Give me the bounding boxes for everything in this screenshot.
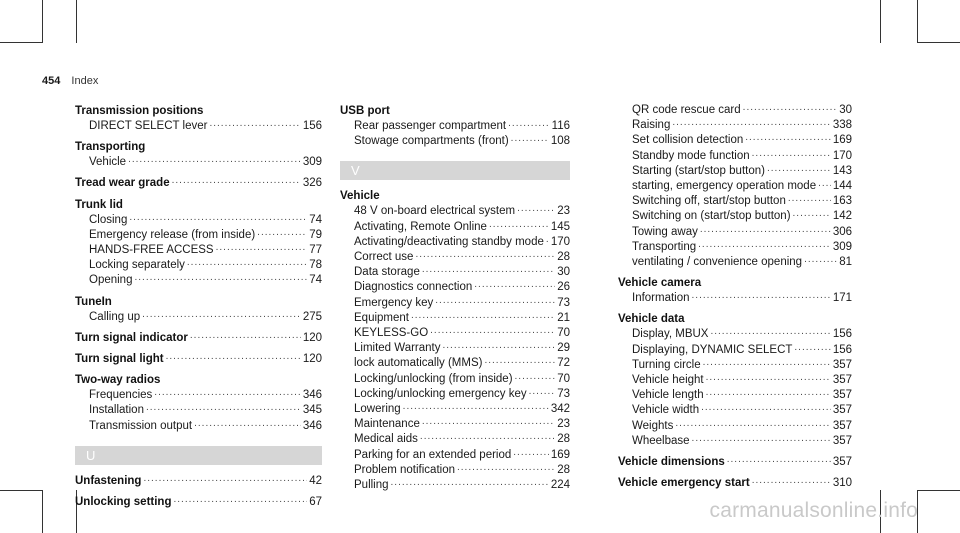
index-column-3 xyxy=(618,103,852,496)
index-entry-row[interactable] xyxy=(618,454,852,470)
index-subentry[interactable] xyxy=(618,209,852,224)
page-ref[interactable]: 108 xyxy=(550,135,570,148)
subentry-label: Problem notification xyxy=(354,463,455,476)
crop-mark xyxy=(0,42,43,43)
subentry-label: Vehicle xyxy=(89,156,127,169)
entry-term: Vehicle data xyxy=(618,313,685,326)
page-ref[interactable]: 224 xyxy=(550,479,570,492)
dot-leader xyxy=(474,280,555,290)
dot-leader xyxy=(415,250,555,260)
page-ref[interactable]: 156 xyxy=(832,343,852,356)
page-ref[interactable]: 42 xyxy=(309,474,322,487)
page-ref[interactable]: 23 xyxy=(557,418,570,431)
index-entry-row[interactable] xyxy=(618,475,852,491)
page-ref[interactable]: 309 xyxy=(302,156,322,169)
subentry-label: Pulling xyxy=(354,479,389,492)
dot-leader xyxy=(420,432,555,442)
dot-leader xyxy=(172,176,301,186)
page-ref[interactable]: 309 xyxy=(832,240,852,253)
dot-leader xyxy=(767,164,831,174)
index-subentry[interactable] xyxy=(340,326,570,341)
dot-leader xyxy=(701,403,831,413)
subentry-label: Set collision detection xyxy=(632,134,744,147)
page-ref[interactable]: 120 xyxy=(302,331,322,344)
page-ref[interactable]: 169 xyxy=(550,448,570,461)
index-subentry[interactable] xyxy=(618,149,852,164)
subentry-label: Information xyxy=(632,292,690,305)
subentry-label: Correct use xyxy=(354,251,414,264)
index-subentry[interactable] xyxy=(75,258,322,273)
subentry-label: HANDS-FREE ACCESS xyxy=(89,244,214,257)
dot-leader xyxy=(422,265,555,275)
page-ref[interactable]: 30 xyxy=(839,104,852,116)
index-subentry[interactable] xyxy=(75,213,322,228)
crop-mark xyxy=(76,0,77,43)
page-ref[interactable]: 77 xyxy=(309,244,322,257)
index-entry-row[interactable] xyxy=(75,175,322,191)
dot-leader xyxy=(546,235,549,245)
dot-leader xyxy=(422,417,555,427)
subentry-label: Turning circle xyxy=(632,358,701,371)
dot-leader xyxy=(154,388,301,398)
dot-leader xyxy=(698,240,831,250)
subentry-label: Diagnostics connection xyxy=(354,281,473,294)
subentry-label: Parking for an extended period xyxy=(354,448,512,461)
dot-leader xyxy=(187,258,307,268)
index-entry xyxy=(340,103,570,149)
page-ref[interactable]: 142 xyxy=(832,210,852,223)
entry-term: Unfastening xyxy=(75,474,142,487)
page-ref[interactable]: 73 xyxy=(557,296,570,309)
crop-mark xyxy=(0,490,43,491)
entry-term: Vehicle emergency start xyxy=(618,477,750,490)
index-column-2 xyxy=(340,103,570,498)
entry-term: Vehicle dimensions xyxy=(618,456,725,469)
watermark: carmanualsonline.info xyxy=(709,499,918,522)
dot-leader xyxy=(489,220,549,230)
letter-heading: V xyxy=(340,161,570,180)
index-subentry[interactable] xyxy=(340,402,570,417)
page-ref[interactable]: 26 xyxy=(557,281,570,294)
entry-term: TuneIn xyxy=(75,295,112,308)
dot-leader xyxy=(128,155,301,165)
index-subentry[interactable] xyxy=(340,417,570,432)
index-column-1 xyxy=(75,103,322,515)
page-ref[interactable]: 28 xyxy=(557,433,570,446)
dot-leader xyxy=(700,225,831,235)
page-ref[interactable]: 70 xyxy=(557,327,570,340)
page-ref[interactable]: 81 xyxy=(839,256,852,269)
subentry-label: Stowage compartments (front) xyxy=(354,135,509,148)
subentry-label: Activating/deactivating standby mode xyxy=(354,235,544,248)
subentry-label: Vehicle length xyxy=(632,389,704,402)
dot-leader xyxy=(443,341,556,351)
index-subentry[interactable] xyxy=(618,327,852,342)
subentry-label: Wheelbase xyxy=(632,434,690,447)
subentry-label: lock automatically (MMS) xyxy=(354,357,483,370)
subentry-label: Installation xyxy=(89,404,144,417)
dot-leader xyxy=(142,310,301,320)
dot-leader xyxy=(190,331,301,341)
page-ref[interactable]: 345 xyxy=(302,404,322,417)
page-ref[interactable]: 357 xyxy=(832,456,852,469)
dot-leader xyxy=(166,352,301,362)
dot-leader xyxy=(216,243,308,253)
dot-leader xyxy=(752,149,831,159)
index-entry xyxy=(75,197,322,289)
dot-leader xyxy=(793,209,831,219)
subentry-label: Maintenance xyxy=(354,418,420,431)
dot-leader xyxy=(517,204,555,214)
index-subentry[interactable] xyxy=(340,280,570,295)
index-entry-row[interactable] xyxy=(75,351,322,367)
index-subentry[interactable] xyxy=(618,179,852,194)
index-subentry[interactable] xyxy=(340,387,570,402)
subentry-label: starting, emergency operation mode xyxy=(632,180,817,193)
dot-leader xyxy=(209,119,300,129)
page-ref[interactable]: 310 xyxy=(832,477,852,490)
index-subentry[interactable] xyxy=(75,403,322,418)
dot-leader xyxy=(745,133,831,143)
page-ref[interactable]: 169 xyxy=(832,134,852,147)
entry-term: Vehicle xyxy=(340,190,380,203)
dot-leader xyxy=(411,311,555,321)
index-subentry[interactable] xyxy=(75,243,322,258)
index-subentry[interactable] xyxy=(340,296,570,311)
page-ref[interactable]: 116 xyxy=(551,120,570,132)
subentry-label: Calling up xyxy=(89,310,141,323)
crop-mark xyxy=(917,42,960,43)
dot-leader xyxy=(457,463,555,473)
dot-leader xyxy=(706,388,831,398)
index-subentry[interactable] xyxy=(340,250,570,265)
page-ref[interactable]: 306 xyxy=(832,225,852,238)
index-subentry[interactable] xyxy=(340,220,570,235)
subentry-label: DIRECT SELECT lever xyxy=(89,120,208,132)
subentry-label: Weights xyxy=(632,419,674,432)
dot-leader xyxy=(435,296,555,306)
dot-leader xyxy=(692,434,831,444)
dot-leader xyxy=(173,495,307,505)
page-ref[interactable]: 73 xyxy=(557,387,570,400)
dot-leader xyxy=(391,478,549,488)
subentry-label: Emergency key xyxy=(354,296,434,309)
index-subentry[interactable] xyxy=(75,388,322,403)
page-ref[interactable]: 70 xyxy=(557,372,570,385)
subentry-label: Switching off, start/stop button xyxy=(632,195,786,208)
index-subentry[interactable] xyxy=(618,240,852,255)
dot-leader xyxy=(804,255,837,265)
subentry-label: Emergency release (from inside) xyxy=(89,228,256,241)
index-entry xyxy=(618,475,852,491)
page-ref[interactable]: 143 xyxy=(832,164,852,177)
index-entry-row[interactable] xyxy=(75,494,322,510)
index-subentry[interactable] xyxy=(618,133,852,148)
entry-term: Vehicle camera xyxy=(618,277,702,290)
index-entry xyxy=(75,103,322,134)
page-ref[interactable]: 156 xyxy=(832,328,852,341)
subentry-label: Rear passenger compartment xyxy=(354,120,507,132)
dot-leader xyxy=(727,455,831,465)
index-entry xyxy=(618,275,852,306)
index-subentry[interactable] xyxy=(340,204,570,219)
entry-term: Trunk lid xyxy=(75,198,123,211)
subentry-label: Standby mode function xyxy=(632,149,750,162)
index-subentry[interactable] xyxy=(618,343,852,358)
index-entry xyxy=(75,351,322,367)
index-entry-row[interactable] xyxy=(75,330,322,346)
subentry-label: QR code rescue card xyxy=(632,104,741,116)
entry-term: Turn signal light xyxy=(75,353,164,366)
dot-leader xyxy=(743,103,838,113)
page-ref[interactable]: 346 xyxy=(302,419,322,432)
index-subentry[interactable] xyxy=(340,356,570,371)
subentry-label: Transmission output xyxy=(89,419,193,432)
dot-leader xyxy=(508,119,550,129)
index-subentry[interactable] xyxy=(340,372,570,387)
letter-heading: U xyxy=(75,446,322,465)
section-title: Index xyxy=(71,75,99,87)
index-subentry[interactable] xyxy=(618,225,852,240)
subentry-label: Starting (start/stop button) xyxy=(632,164,765,177)
index-subentry[interactable] xyxy=(340,119,570,134)
page-ref[interactable]: 120 xyxy=(302,353,322,366)
subentry-label: Frequencies xyxy=(89,389,153,402)
subentry-label: Lowering xyxy=(354,403,401,416)
index-entry xyxy=(340,188,570,493)
page-header xyxy=(42,75,98,87)
subentry-label: Towing away xyxy=(632,225,698,238)
crop-mark xyxy=(42,490,43,533)
page-ref[interactable]: 28 xyxy=(557,251,570,264)
subentry-label: Limited Warranty xyxy=(354,342,441,355)
entry-term: Transmission positions xyxy=(75,105,204,117)
dot-leader xyxy=(513,448,549,458)
index-subentry[interactable] xyxy=(618,194,852,209)
page-ref[interactable]: 357 xyxy=(832,374,852,387)
index-entry xyxy=(618,454,852,470)
index-subentry[interactable] xyxy=(618,164,852,179)
dot-leader xyxy=(706,373,831,383)
page-ref[interactable]: 72 xyxy=(557,357,570,370)
page-ref[interactable]: 78 xyxy=(309,259,322,272)
dot-leader xyxy=(143,474,307,484)
index-subentry[interactable] xyxy=(618,291,852,306)
crop-mark xyxy=(880,0,881,43)
page-ref[interactable]: 156 xyxy=(302,120,322,132)
page-ref[interactable]: 171 xyxy=(832,292,852,305)
index-subentry[interactable] xyxy=(75,155,322,170)
page-ref[interactable]: 144 xyxy=(832,180,852,193)
index-subentry[interactable] xyxy=(618,403,852,418)
subentry-label: KEYLESS-GO xyxy=(354,327,429,340)
index-subentry[interactable] xyxy=(618,358,852,373)
index-subentry[interactable] xyxy=(618,373,852,388)
dot-leader xyxy=(710,327,830,337)
page-ref[interactable]: 346 xyxy=(302,389,322,402)
subentry-label: Equipment xyxy=(354,311,409,324)
index-entry xyxy=(618,311,852,449)
subentry-label: Displaying, DYNAMIC SELECT xyxy=(632,343,793,356)
index-entry xyxy=(75,372,322,434)
index-subentry[interactable] xyxy=(75,419,322,434)
index-subentry[interactable] xyxy=(618,434,852,449)
dot-leader xyxy=(692,291,831,301)
index-subentry[interactable] xyxy=(618,255,852,270)
subentry-label: 48 V on-board electrical system xyxy=(354,205,516,218)
dot-leader xyxy=(788,194,831,204)
index-subentry[interactable] xyxy=(340,478,570,493)
subentry-label: Locking/unlocking (from inside) xyxy=(354,372,513,385)
index-subentry[interactable] xyxy=(75,119,322,134)
crop-mark xyxy=(917,490,960,491)
subentry-label: Transporting xyxy=(632,240,697,253)
page-ref[interactable]: 145 xyxy=(550,220,570,233)
subentry-label: Raising xyxy=(632,119,671,132)
index-subentry[interactable] xyxy=(75,310,322,325)
entry-term: USB port xyxy=(340,105,390,117)
entry-term: Transporting xyxy=(75,141,146,154)
page-ref[interactable]: 326 xyxy=(302,177,322,190)
index-subentry[interactable] xyxy=(618,118,852,133)
index-subentry[interactable] xyxy=(75,228,322,243)
entry-term: Unlocking setting xyxy=(75,496,172,509)
subentry-label: Vehicle height xyxy=(632,374,704,387)
index-entry xyxy=(75,494,322,510)
crop-mark xyxy=(917,0,918,43)
subentry-label: Data storage xyxy=(354,266,420,279)
subentry-label: Opening xyxy=(89,274,133,287)
index-entry-row[interactable] xyxy=(75,473,322,489)
dot-leader xyxy=(529,387,556,397)
subentry-label: Locking/unlocking emergency key xyxy=(354,387,527,400)
index-subentry[interactable] xyxy=(618,103,852,118)
page-ref[interactable]: 342 xyxy=(550,403,570,416)
subentry-label: Activating, Remote Online xyxy=(354,220,487,233)
page-ref[interactable]: 275 xyxy=(302,310,322,323)
dot-leader xyxy=(194,419,301,429)
subentry-label: Closing xyxy=(89,213,128,226)
entry-term: Two-way radios xyxy=(75,374,161,387)
subentry-label: Display, MBUX xyxy=(632,328,709,341)
page-ref[interactable]: 357 xyxy=(832,358,852,371)
index-entry xyxy=(75,294,322,325)
page-ref[interactable]: 170 xyxy=(832,149,852,162)
page-ref[interactable]: 357 xyxy=(832,389,852,402)
index-subentry[interactable] xyxy=(340,311,570,326)
dot-leader xyxy=(134,273,307,283)
dot-leader xyxy=(511,134,549,144)
index-subentry[interactable] xyxy=(340,265,570,280)
page-ref[interactable]: 28 xyxy=(557,463,570,476)
index-entry xyxy=(75,473,322,489)
dot-leader xyxy=(672,118,830,128)
dot-leader xyxy=(430,326,555,336)
subentry-label: Locking separately xyxy=(89,259,185,272)
page-ref[interactable]: 79 xyxy=(309,228,322,241)
index-entry xyxy=(75,175,322,191)
subentry-label: Switching on (start/stop button) xyxy=(632,210,791,223)
index-subentry[interactable] xyxy=(340,448,570,463)
dot-leader xyxy=(794,343,830,353)
dot-leader xyxy=(403,402,549,412)
dot-leader xyxy=(129,213,307,223)
dot-leader xyxy=(752,476,831,486)
page-number: 454 xyxy=(42,75,61,87)
index-subentry[interactable] xyxy=(340,235,570,250)
dot-leader xyxy=(257,228,307,238)
page-ref[interactable]: 29 xyxy=(557,342,570,355)
index-subentry[interactable] xyxy=(618,419,852,434)
entry-term: Tread wear grade xyxy=(75,177,170,190)
index-subentry[interactable] xyxy=(340,341,570,356)
subentry-label: Vehicle width xyxy=(632,404,700,417)
page-ref[interactable]: 21 xyxy=(557,311,570,324)
page-ref[interactable]: 357 xyxy=(832,434,852,447)
subentry-label: Medical aids xyxy=(354,433,418,446)
dot-leader xyxy=(818,179,831,189)
page-ref[interactable]: 23 xyxy=(557,205,570,218)
page-ref[interactable]: 170 xyxy=(550,235,570,248)
index-subentry[interactable] xyxy=(618,388,852,403)
index-subentry[interactable] xyxy=(340,463,570,478)
index-entry xyxy=(75,330,322,346)
page-ref[interactable]: 30 xyxy=(557,266,570,279)
index-subentry[interactable] xyxy=(75,273,322,288)
crop-mark xyxy=(42,0,43,43)
dot-leader xyxy=(146,403,301,413)
index-entry xyxy=(75,139,322,170)
page-ref[interactable]: 357 xyxy=(832,419,852,432)
index-entry xyxy=(618,103,852,270)
page-ref[interactable]: 67 xyxy=(309,496,322,509)
index-subentry[interactable] xyxy=(340,432,570,447)
page-ref[interactable]: 74 xyxy=(309,274,322,287)
entry-term: Turn signal indicator xyxy=(75,331,188,344)
subentry-label: ventilating / convenience opening xyxy=(632,256,803,269)
dot-leader xyxy=(703,358,831,368)
dot-leader xyxy=(515,372,556,382)
page-ref[interactable]: 74 xyxy=(309,213,322,226)
dot-leader xyxy=(675,419,830,429)
page-ref[interactable]: 357 xyxy=(832,404,852,417)
index-subentry[interactable] xyxy=(340,134,570,149)
page-ref[interactable]: 163 xyxy=(832,195,852,208)
page-ref[interactable]: 338 xyxy=(832,119,852,132)
dot-leader xyxy=(484,356,555,366)
